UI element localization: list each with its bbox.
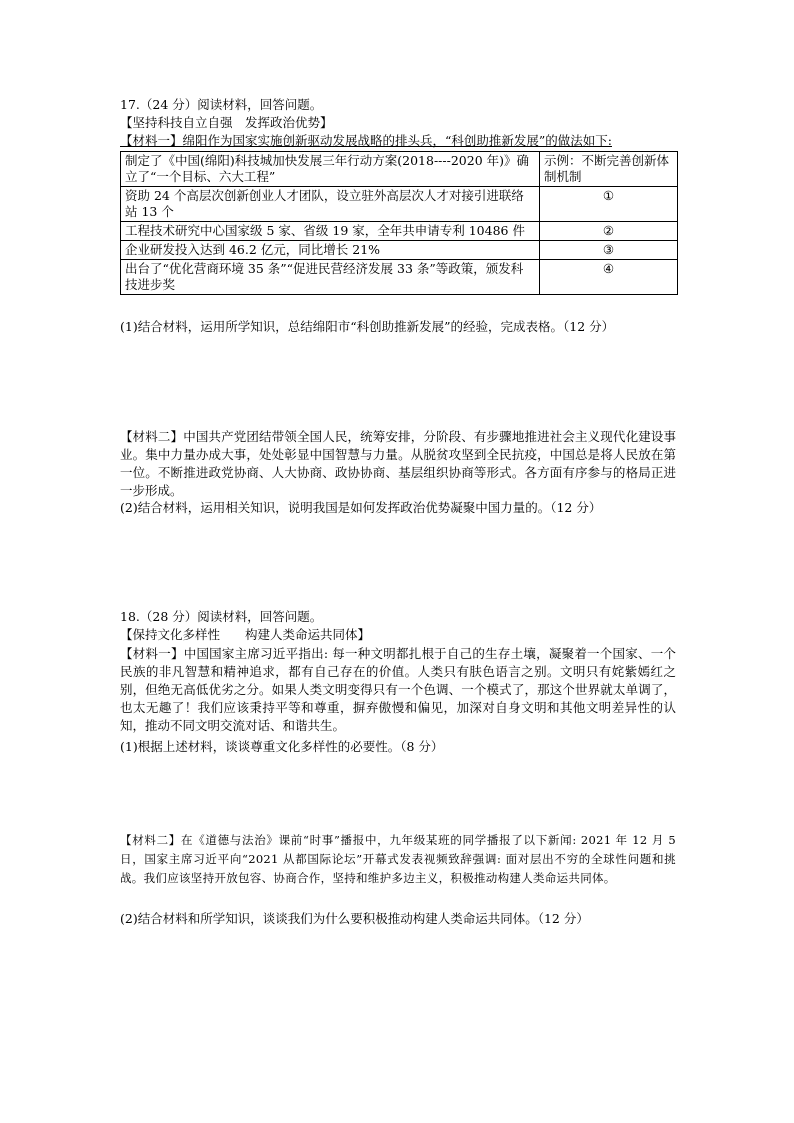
table-cell: 示例：不断完善创新体制机制 <box>540 152 678 187</box>
q18-question2: (2)结合材料和所学知识，谈谈我们为什么要积极推动构建人类命运共同体。（12 分） <box>120 911 589 926</box>
table-cell: 资助 24 个高层次创新创业人才团队，设立驻外高层次人才对接引进联络站 13 个 <box>121 187 540 222</box>
q18-title: 18.（28 分）阅读材料，回答问题。 <box>120 609 323 624</box>
table-row <box>121 187 678 222</box>
table-row <box>121 222 678 241</box>
table-row <box>121 241 678 260</box>
q18-question1: (1)根据上述材料，谈谈尊重文化多样性的必要性。（8 分） <box>120 739 444 754</box>
table-cell: 工程技术研究中心国家级 5 家、省级 19 家，全年共申请专利 10486 件 <box>121 222 540 241</box>
q18-material1: 【材料一】中国国家主席习近平指出: 每一种文明都扎根于自己的生存土壤，凝聚着一个国家、一个民族的非凡智慧和精神追求，都有自己存在的价值。人类只有肤色语言之别。文明只有姹紫嫣红之别，但绝无高低优劣之分。如果人类文明变得只有一个色调、一个模式了，那这个世界就太单调了，也太无趣了！我们应该秉持平等和尊重，摒弃傲慢和偏见，加深对自身文明和其他文明差异性的认知，推动不同文明交流对话、和谐共生。 <box>120 646 676 733</box>
table-cell: ④ <box>540 260 678 295</box>
table-cell: 出台了“优化营商环境 35 条”“促进民营经济发展 33 条”等政策，颁发科技进步奖 <box>121 260 540 295</box>
q17-title: 17.（24 分）阅读材料，回答问题。 <box>120 97 323 112</box>
table-row <box>121 260 678 295</box>
table-cell: ② <box>540 222 678 241</box>
q17-material2: 【材料二】中国共产党团结带领全国人民，统筹安排，分阶段、有步骤地推进社会主义现代化建设事业。集中力量办成大事，处处彰显中国智慧与力量。从脱贫攻坚到全民抗疫，中国总是将人民放在第一位。不断推进政党协商、人大协商、政协协商、基层组织协商等形式。各方面有序参与的格局正进一步形成。 <box>120 429 676 498</box>
q17-question1: (1)结合材料，运用所学知识，总结绵阳市“科创助推新发展”的经验，完成表格。（12 分） <box>120 319 615 334</box>
q17-material1-intro: 【材料一】绵阳作为国家实施创新驱动发展战略的排头兵，“科创助推新发展”的做法如下: <box>120 133 612 148</box>
table-cell: 制定了《中国(绵阳)科技城加快发展三年行动方案(2018----2020 年)》确立了“一个目标、六大工程” <box>121 152 540 187</box>
table-row <box>121 152 678 187</box>
table-cell: 企业研发投入达到 46.2 亿元，同比增长 21% <box>121 241 540 260</box>
q17-theme: 【坚持科技自立自强 发挥政治优势】 <box>120 115 333 130</box>
q18-material2: 【材料二】在《道德与法治》课前“时事”播报中，九年级某班的同学播报了以下新闻: 2021 年 12 月 5 日，国家主席习近平向“2021 从都国际论坛”开幕式发表视频致辞强调: 面对层出不穷的全球性问题和挑战。我们应该坚持开放包容、协商合作，坚持和维护多边主义，积极推动构建人类命运共同体。 <box>120 833 676 885</box>
q17-question2: (2)结合材料，运用相关知识，说明我国是如何发挥政治优势凝聚中国力量的。（12 分） <box>120 500 602 515</box>
measures-table <box>120 151 678 295</box>
q18-theme: 【保持文化多样性 构建人类命运共同体】 <box>120 627 371 642</box>
table-cell: ① <box>540 187 678 222</box>
table-cell: ③ <box>540 241 678 260</box>
